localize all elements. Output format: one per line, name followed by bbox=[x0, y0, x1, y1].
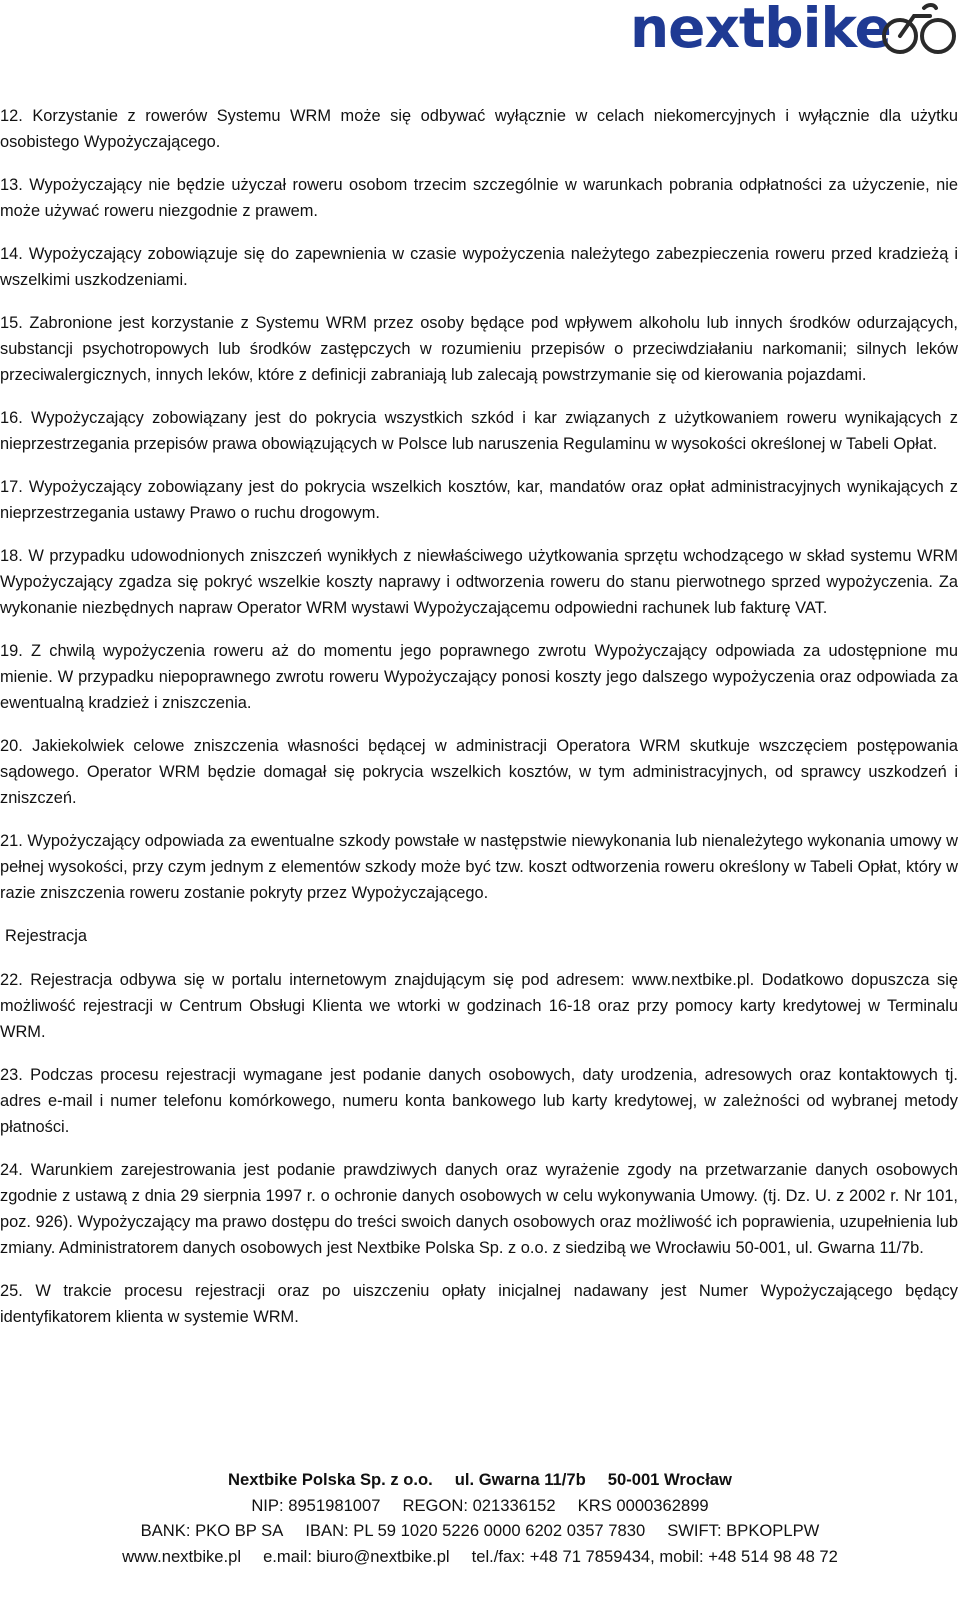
footer-registry-line bbox=[0, 1493, 960, 1519]
bike-logo-icon bbox=[880, 2, 956, 56]
footer-bank: BANK: PKO BP SA bbox=[140, 1521, 284, 1540]
paragraph-15: 15. Zabronione jest korzystanie z Systemu WRM przez osoby będące pod wpływem alkoholu lub innych środków odurzających, substancji psychotropowych lub środków zastępczych w rozumieniu przepisów o przeciwdziałaniu narkomanii; silnych leków przeciwalergicznych, innych leków, które z definicji zabraniają lub zalecają powstrzymanie się od kierowania pojazdami. bbox=[0, 314, 958, 384]
footer-contact-line bbox=[0, 1544, 960, 1570]
footer-swift: SWIFT: BPKOPLPW bbox=[667, 1521, 820, 1540]
footer-bank-line bbox=[0, 1518, 960, 1544]
paragraph-19: 19. Z chwilą wypożyczenia roweru aż do momentu jego poprawnego zwrotu Wypożyczający odpowiada za udostępnione mu mienie. W przypadku niepoprawnego zwrotu roweru Wypożyczający ponosi koszty jego dalszego wypożyczenia oraz odpowiada za ewentualną kradzież i zniszczenia. bbox=[0, 642, 958, 712]
paragraph-18: 18. W przypadku udowodnionych zniszczeń wynikłych z niewłaściwego użytkowania sprzętu wchodzącego w skład systemu WRM Wypożyczający zgadza się pokryć wszelkie koszty naprawy i odtworzenia roweru do stanu pierwotnego sprzed wypożyczenia. Za wykonanie niezbędnych napraw Operator WRM wystawi Wypożyczającemu odpowiedni rachunek lub fakturę VAT. bbox=[0, 547, 958, 617]
footer-email: e.mail: biuro@nextbike.pl bbox=[263, 1546, 450, 1566]
page-footer bbox=[0, 1467, 960, 1569]
footer-company: Nextbike Polska Sp. z o.o. bbox=[228, 1470, 433, 1489]
footer-address-line bbox=[0, 1467, 960, 1493]
logo-text: nextbike bbox=[630, 0, 891, 60]
paragraph-25: 25. W trakcie procesu rejestracji oraz po uiszczeniu opłaty inicjalnej nadawany jest Numer Wypożyczającego będący identyfikatorem klienta w systemie WRM. bbox=[0, 1282, 958, 1326]
paragraph-13: 13. Wypożyczający nie będzie użyczał roweru osobom trzecim szczególnie w warunkach pobrania odpłatności za użyczenie, nie może używać roweru niezgodnie z prawem. bbox=[0, 176, 958, 220]
paragraph-21: 21. Wypożyczający odpowiada za ewentualne szkody powstałe w następstwie niewykonania lub nienależytego wykonania umowy w pełnej wysokości, przy czym jednym z elementów szkody może być tzw. koszt odtworzenia roweru określony w Tabeli Opłat, który w razie zniszczenia roweru zostanie pokryty przez Wypożyczającego. bbox=[0, 832, 958, 902]
footer-nip: NIP: 8951981007 bbox=[251, 1495, 381, 1515]
paragraph-17: 17. Wypożyczający zobowiązany jest do pokrycia wszelkich kosztów, kar, mandatów oraz opłat administracyjnych wynikających z nieprzestrzegania ustawy Prawo o ruchu drogowym. bbox=[0, 478, 958, 522]
paragraph-20: 20. Jakiekolwiek celowe zniszczenia własności będącej w administracji Operatora WRM skutkuje wszczęciem postępowania sądowego. Operator WRM będzie domagał się pokrycia wszelkich kosztów, w tym administracyjnych, od sprawcy uszkodzeń i zniszczeń. bbox=[0, 737, 958, 807]
footer-iban: IBAN: PL 59 1020 5226 0000 6202 0357 7830 bbox=[305, 1521, 646, 1540]
paragraph-23: 23. Podczas procesu rejestracji wymagane jest podanie danych osobowych, daty urodzenia, adresowych oraz kontaktowych tj. adres e-mail i numer telefonu komórkowego, numeru konta bankowego lub karty kredytowej, w zależności od wybranej metody płatności. bbox=[0, 1066, 958, 1136]
footer-www: www.nextbike.pl bbox=[122, 1546, 242, 1566]
section-heading: Rejestracja bbox=[5, 927, 87, 945]
paragraph-12: 12. Korzystanie z rowerów Systemu WRM może się odbywać wyłącznie w celach niekomercyjnych i wyłącznie dla użytku osobistego Wypożyczającego. bbox=[0, 107, 958, 151]
document-body bbox=[0, 103, 958, 1347]
paragraph-14: 14. Wypożyczający zobowiązuje się do zapewnienia w czasie wypożyczenia należytego zabezpieczenia roweru przed kradzieżą i wszelkimi uszkodzeniami. bbox=[0, 245, 958, 289]
footer-street: ul. Gwarna 11/7b bbox=[454, 1470, 586, 1489]
nextbike-logo bbox=[620, 0, 960, 62]
footer-krs: KRS 0000362899 bbox=[577, 1495, 709, 1515]
footer-regon: REGON: 021336152 bbox=[402, 1495, 556, 1515]
paragraph-22: 22. Rejestracja odbywa się w portalu internetowym znajdującym się pod adresem: www.nextbike.pl. Dodatkowo dopuszcza się możliwość rejestracji w Centrum Obsługi Klienta we wtorki w godzinach 16-18 oraz przy pomocy karty kredytowej w Terminalu WRM. bbox=[0, 971, 958, 1041]
paragraph-24: 24. Warunkiem zarejestrowania jest podanie prawdziwych danych oraz wyrażenie zgody na przetwarzanie danych osobowych zgodnie z ustawą z dnia 29 sierpnia 1997 r. o ochronie danych osobowych w celu wykonywania Umowy. (tj. Dz. U. z 2002 r. Nr 101, poz. 926). Wypożyczający ma prawo dostępu do treści swoich danych osobowych oraz możliwość ich poprawienia, uzupełnienia lub zmiany. Administratorem danych osobowych jest Nextbike Polska Sp. z o.o. z siedzibą we Wrocławiu 50-001, ul. Gwarna 11/7b. bbox=[0, 1161, 958, 1257]
footer-phone: tel./fax: +48 71 7859434, mobil: +48 514 98 48 72 bbox=[471, 1546, 838, 1566]
paragraph-16: 16. Wypożyczający zobowiązany jest do pokrycia wszystkich szkód i kar związanych z użytkowaniem roweru wynikających z nieprzestrzegania przepisów prawa obowiązujących w Polsce lub naruszenia Regulaminu w wysokości określonej w Tabeli Opłat. bbox=[0, 409, 958, 453]
footer-city: 50-001 Wrocław bbox=[607, 1470, 732, 1489]
